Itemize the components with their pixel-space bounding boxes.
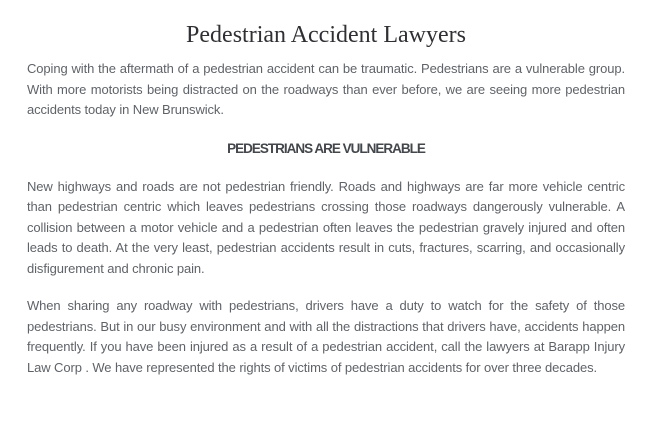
- driver-duty-paragraph: When sharing any roadway with pedestrians, drivers have a duty to watch for the safety of those pedestrians. But in our busy environment and with all the distractions that drivers have, accidents happen frequently. If you have been injured as a result of a pedestrian accident, call the lawyers at Barapp Injury Law Corp . We have represented the rights of victims of pedestrian accidents for over three decades.: [27, 298, 625, 375]
- page-title: Pedestrian Accident Lawyers: [186, 22, 466, 48]
- section-heading-pedestrians-vulnerable: PEDESTRIANS ARE VULNERABLE: [227, 140, 425, 156]
- vulnerability-paragraph: New highways and roads are not pedestrian friendly. Roads and highways are far more vehicle centric than pedestrian centric which leaves pedestrians crossing those roadways dangerously vulnerable. A collision between a motor vehicle and a pedestrian often leaves the pedestrian gravely injured and often leads to death. At the very least, pedestrian accidents result in cuts, fractures, scarring, and occasionally disfigurement and chronic pain.: [27, 178, 625, 276]
- intro-paragraph: Coping with the aftermath of a pedestrian accident can be traumatic. Pedestrians are a vulnerable group. With more motorists being distracted on the roadways than ever before, we are seeing more pedestrian accidents today in New Brunswick.: [27, 61, 625, 117]
